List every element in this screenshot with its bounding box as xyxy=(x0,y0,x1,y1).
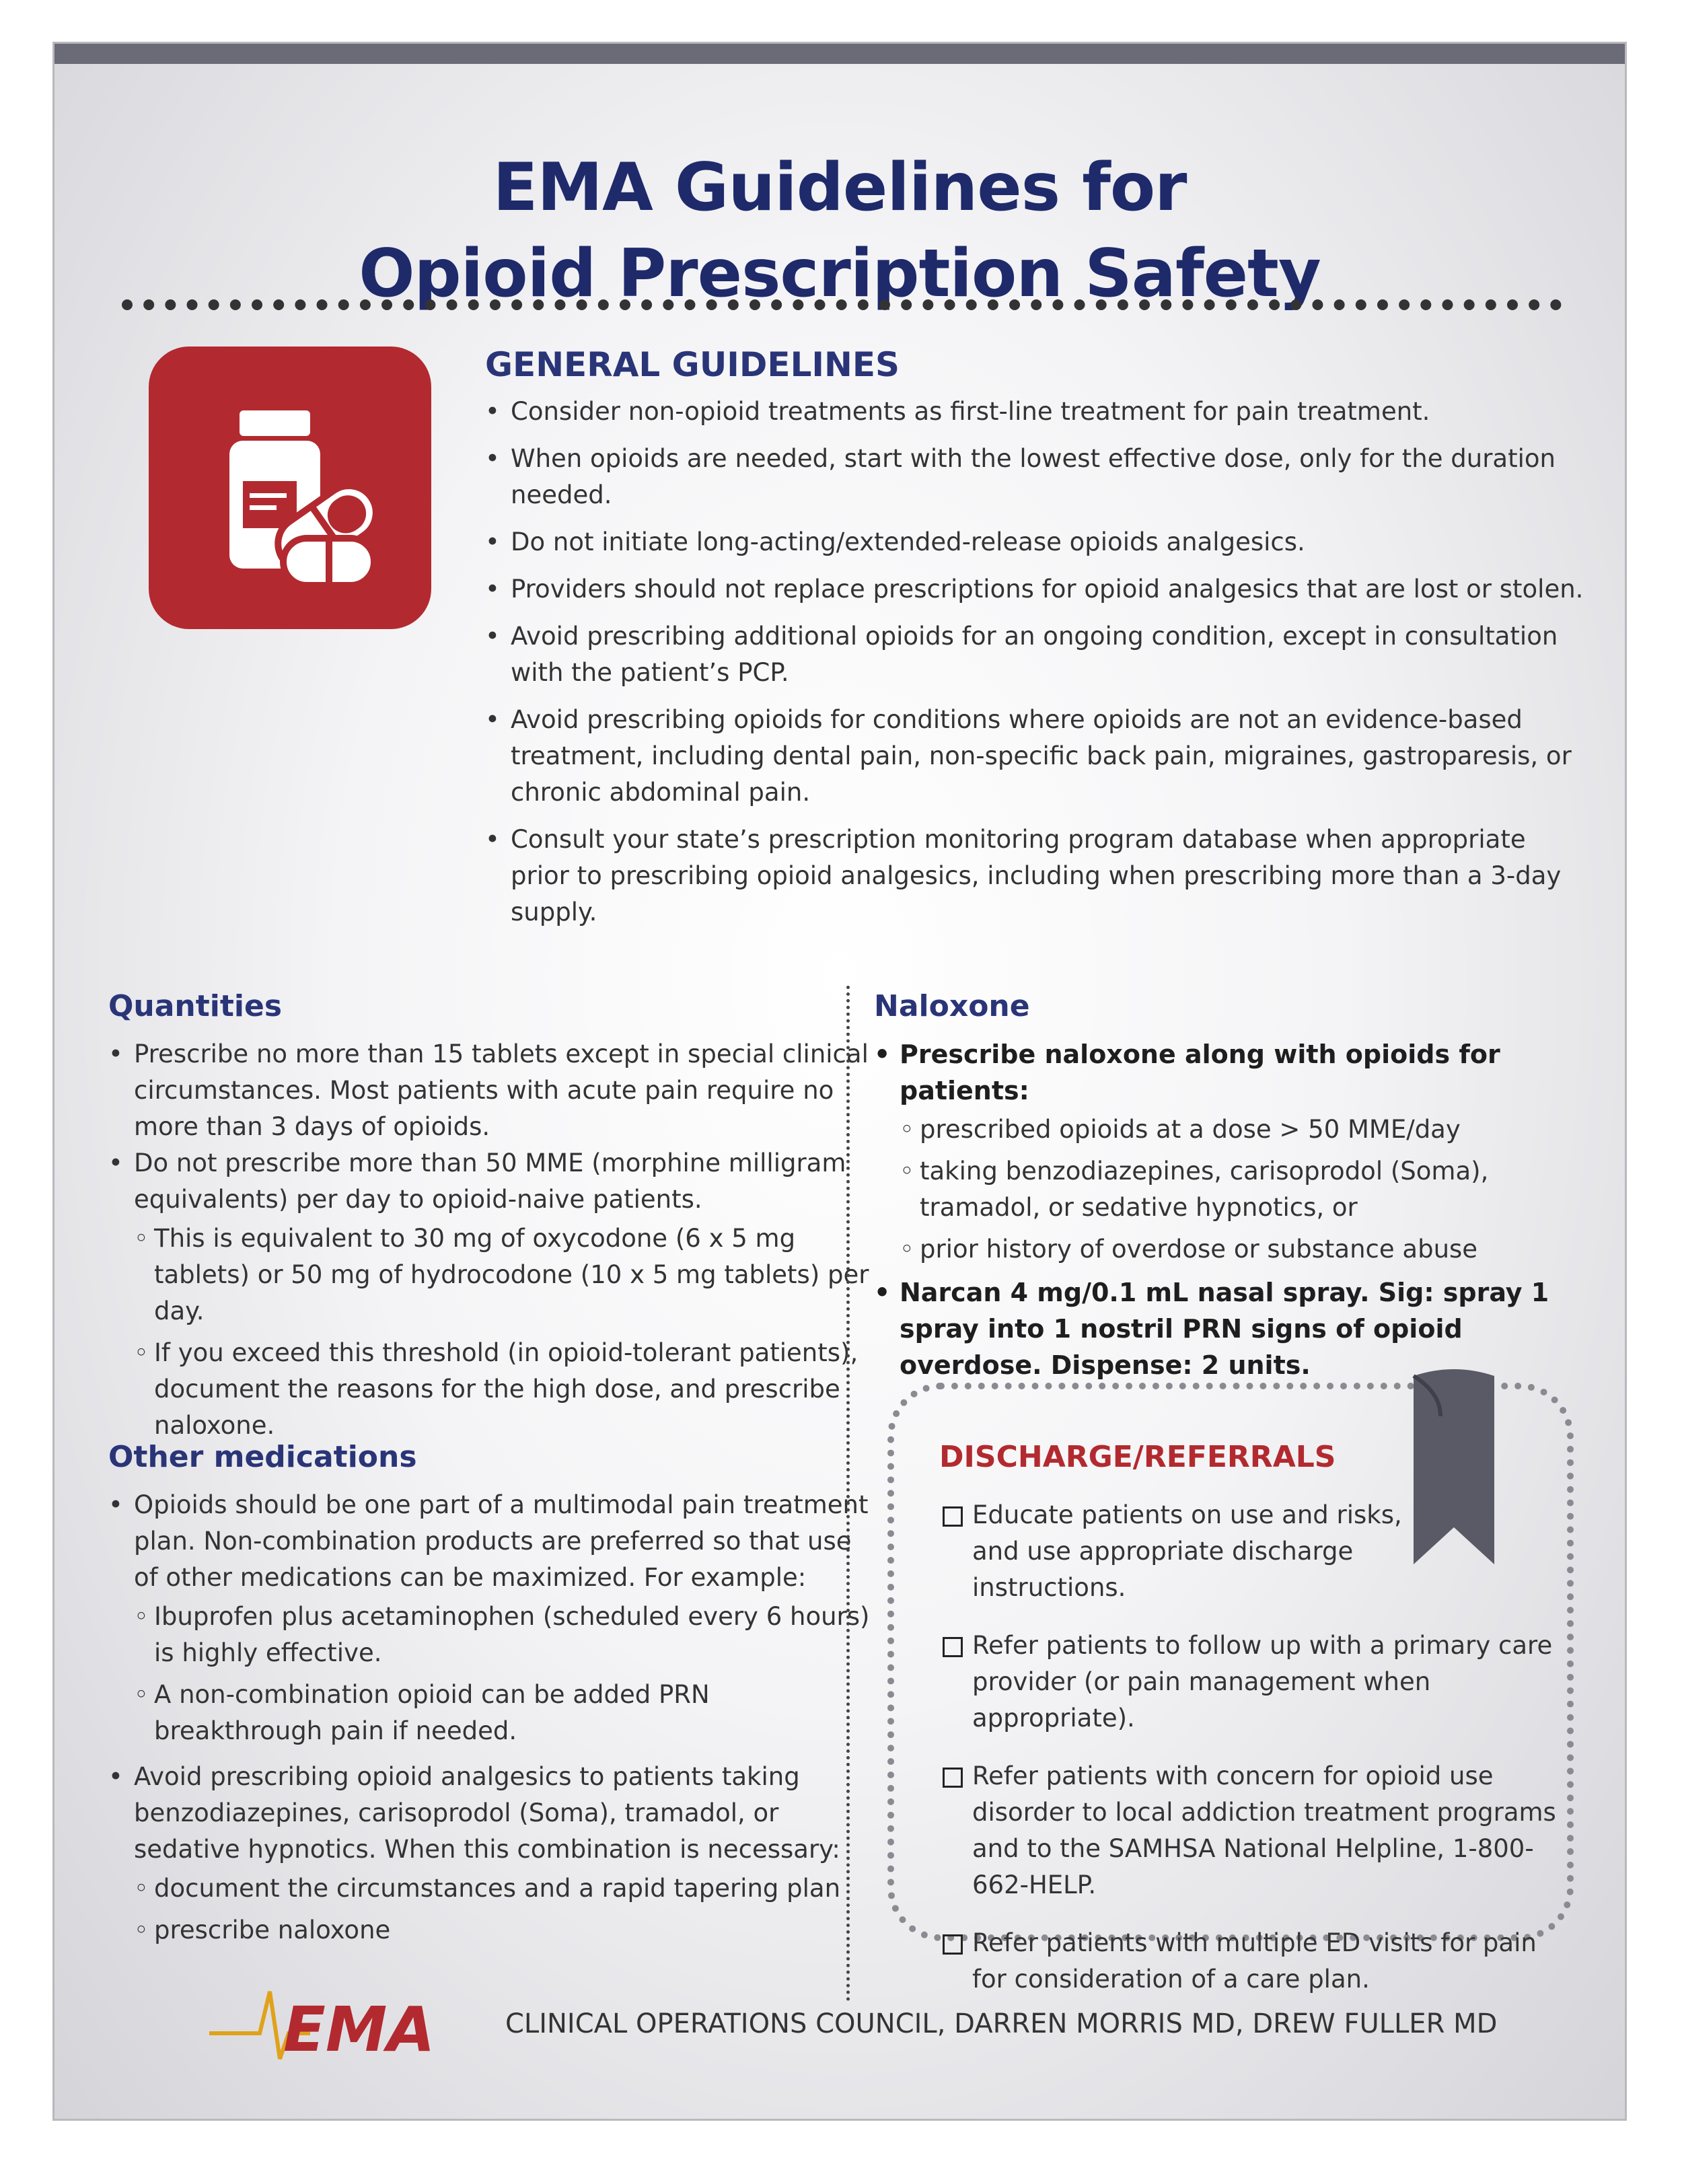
title-line-2: Opioid Prescription Safety xyxy=(359,235,1321,312)
list-item: • Avoid prescribing additional opioids for an ongoing condition, except in consultation with the patient’s PCP. xyxy=(485,618,1588,691)
pill-bottle-icon xyxy=(149,347,431,629)
checkbox-icon xyxy=(943,1934,963,1955)
checklist-item-text: Educate patients on use and risks, and use appropriate discharge instructions. xyxy=(972,1500,1402,1602)
list-item: • Narcan 4 mg/0.1 mL nasal spray. Sig: spray 1 spray into 1 nostril PRN signs of opioid overdose. Dispense: 2 units. xyxy=(874,1274,1601,1383)
sub-list xyxy=(134,1599,875,1749)
list-item: • Avoid prescribing opioids for conditions where opioids are not an evidence-based treatment, including dental pain, non-specific back pain, migraines, gastroparesis, or chronic abdominal pain. xyxy=(485,702,1588,811)
other-medications-list xyxy=(108,1487,875,1954)
checkbox-icon xyxy=(943,1506,963,1527)
sub-list-item: ◦ If you exceed this threshold (in opioid-tolerant patients), document the reasons for the high dose, and prescribe naloxone. xyxy=(134,1335,875,1444)
page-title xyxy=(54,145,1625,317)
sub-list-item: ◦ This is equivalent to 30 mg of oxycodone (6 x 5 mg tablets) or 50 mg of hydrocodone (10 x 5 mg tablets) per day. xyxy=(134,1221,875,1330)
general-guidelines-title: GENERAL GUIDELINES xyxy=(485,345,900,384)
checklist-item xyxy=(943,1758,1562,1903)
sub-list xyxy=(900,1112,1601,1268)
sub-list-item: ◦ prior history of overdose or substance abuse xyxy=(900,1231,1601,1268)
list-item-text: Prescribe naloxone along with opioids for patients: xyxy=(900,1040,1500,1105)
checkbox-icon xyxy=(943,1768,963,1788)
checklist-item xyxy=(943,1628,1562,1737)
quantities-list xyxy=(108,1036,875,1449)
sub-list-item: ◦ document the circumstances and a rapid tapering plan xyxy=(134,1870,875,1907)
discharge-checklist xyxy=(943,1497,1562,2019)
general-guidelines-list xyxy=(485,394,1588,941)
list-item xyxy=(108,1487,875,1749)
list-item: • Do not initiate long-acting/extended-release opioids analgesics. xyxy=(485,524,1588,560)
footer-credits: CLINICAL OPERATIONS COUNCIL, DARREN MORRIS MD, DREW FULLER MD xyxy=(505,2008,1498,2039)
column-divider xyxy=(846,986,850,2002)
naloxone-list xyxy=(874,1036,1601,1383)
sub-list-item: ◦ prescribe naloxone xyxy=(134,1912,875,1949)
poster xyxy=(52,42,1627,2121)
other-medications-title: Other medications xyxy=(108,1440,417,1474)
list-item: • Prescribe no more than 15 tablets except in special clinical circumstances. Most patients with acute pain require no more than 3 days of opioids. xyxy=(108,1036,875,1145)
sub-list-item: ◦ Ibuprofen plus acetaminophen (scheduled every 6 hours) is highly effective. xyxy=(134,1599,875,1671)
title-line-1: EMA Guidelines for xyxy=(492,149,1187,226)
list-item: • Providers should not replace prescriptions for opioid analgesics that are lost or stolen. xyxy=(485,571,1588,608)
checklist-item xyxy=(943,1925,1562,1998)
list-item xyxy=(874,1036,1601,1268)
sub-list-item: ◦ A non-combination opioid can be added PRN breakthrough pain if needed. xyxy=(134,1677,875,1749)
checklist-item-text: Refer patients with concern for opioid use disorder to local addiction treatment programs and to the SAMHSA National Helpline, 1-800-662-HELP. xyxy=(972,1761,1556,1899)
sub-list xyxy=(134,1221,875,1444)
ema-logo xyxy=(209,1985,478,2066)
title-divider xyxy=(122,299,1562,310)
list-item-text: Opioids should be one part of a multimodal pain treatment plan. Non-combination products are preferred so that use of other medications can be maximized. For example: xyxy=(134,1490,869,1592)
sub-list-item: ◦ taking benzodiazepines, carisoprodol (Soma), tramadol, or sedative hypnotics, or xyxy=(900,1153,1601,1226)
list-item: • Consider non-opioid treatments as first-line treatment for pain treatment. xyxy=(485,394,1588,430)
quantities-title: Quantities xyxy=(108,989,283,1023)
checklist-item-text: Refer patients with multiple ED visits for pain for consideration of a care plan. xyxy=(972,1928,1537,1994)
list-item xyxy=(108,1145,875,1444)
list-item-text: Do not prescribe more than 50 MME (morphine milligram equivalents) per day to opioid-naive patients. xyxy=(134,1149,846,1214)
top-bar xyxy=(54,44,1625,64)
checklist-item-text: Refer patients to follow up with a primary care provider (or pain management when appropriate). xyxy=(972,1631,1553,1733)
logo-text: EMA xyxy=(283,1994,435,2066)
checklist-item xyxy=(943,1497,1443,1606)
sub-list-item: ◦ prescribed opioids at a dose > 50 MME/day xyxy=(900,1112,1601,1148)
pill-bottle-graphic xyxy=(149,347,431,629)
checkbox-icon xyxy=(943,1637,963,1657)
discharge-referrals-title: DISCHARGE/REFERRALS xyxy=(939,1440,1336,1474)
list-item: • Consult your state’s prescription monitoring program database when appropriate prior to prescribing opioid analgesics, including when prescribing more than a 3-day supply. xyxy=(485,822,1588,931)
naloxone-title: Naloxone xyxy=(874,989,1030,1023)
list-item: • When opioids are needed, start with the lowest effective dose, only for the duration needed. xyxy=(485,441,1588,513)
list-item xyxy=(108,1759,875,1949)
list-item-text: Avoid prescribing opioid analgesics to patients taking benzodiazepines, carisoprodol (Soma), tramadol, or sedative hypnotics. When this combination is necessary: xyxy=(134,1762,840,1864)
sub-list xyxy=(134,1870,875,1949)
